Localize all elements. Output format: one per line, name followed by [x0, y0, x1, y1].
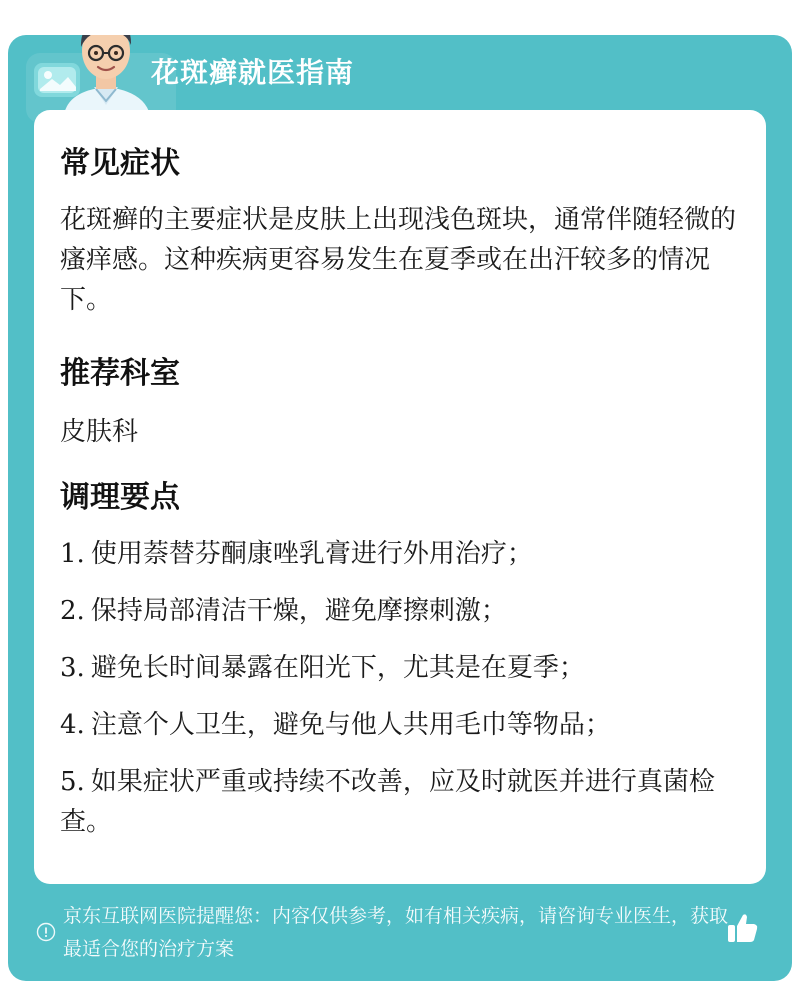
list-item-text: 使用萘替芬酮康唑乳膏进行外用治疗；: [90, 539, 533, 569]
symptoms-title: 常见症状: [60, 146, 180, 181]
care-title: 调理要点: [60, 480, 180, 515]
department-title: 推荐科室: [60, 356, 180, 391]
list-item-number: 2.: [60, 596, 85, 626]
department-text: 皮肤科: [60, 417, 139, 447]
list-item-text: 避免长时间暴露在阳光下，尤其是在夏季；: [90, 653, 585, 683]
list-item-number: 1.: [60, 539, 85, 569]
thumbs-up-icon[interactable]: [724, 910, 760, 946]
list-item-text: 如果症状严重或持续不改善，应及时就医并进行真菌检查。: [60, 767, 715, 837]
list-item: [60, 534, 750, 574]
list-item-number: 5.: [60, 767, 85, 797]
list-item-text: 注意个人卫生，避免与他人共用毛巾等物品；: [90, 710, 611, 740]
list-item: [60, 591, 750, 631]
info-icon: [36, 922, 56, 942]
symptoms-text: 花斑癣的主要症状是皮肤上出现浅色斑块，通常伴随轻微的瘙痒感。这种疾病更容易发生在夏季或在出汗较多的情况下。: [60, 205, 737, 315]
doctor-avatar: [46, 35, 166, 115]
disclaimer-footer: [8, 898, 792, 978]
list-item-text: 保持局部清洁干燥，避免摩擦刺激；: [90, 596, 507, 626]
list-item: [60, 762, 750, 842]
list-item: [60, 648, 750, 688]
list-item: [60, 705, 750, 745]
content-card: [34, 110, 766, 884]
list-item-number: 3.: [60, 653, 85, 683]
guide-card: [8, 35, 792, 981]
disclaimer-text: 京东互联网医院提醒您：内容仅供参考，如有相关疾病，请咨询专业医生，获取最适合您的治疗方案: [63, 905, 729, 960]
page-title: 花斑癣就医指南: [151, 56, 355, 89]
list-item-number: 4.: [60, 710, 85, 740]
